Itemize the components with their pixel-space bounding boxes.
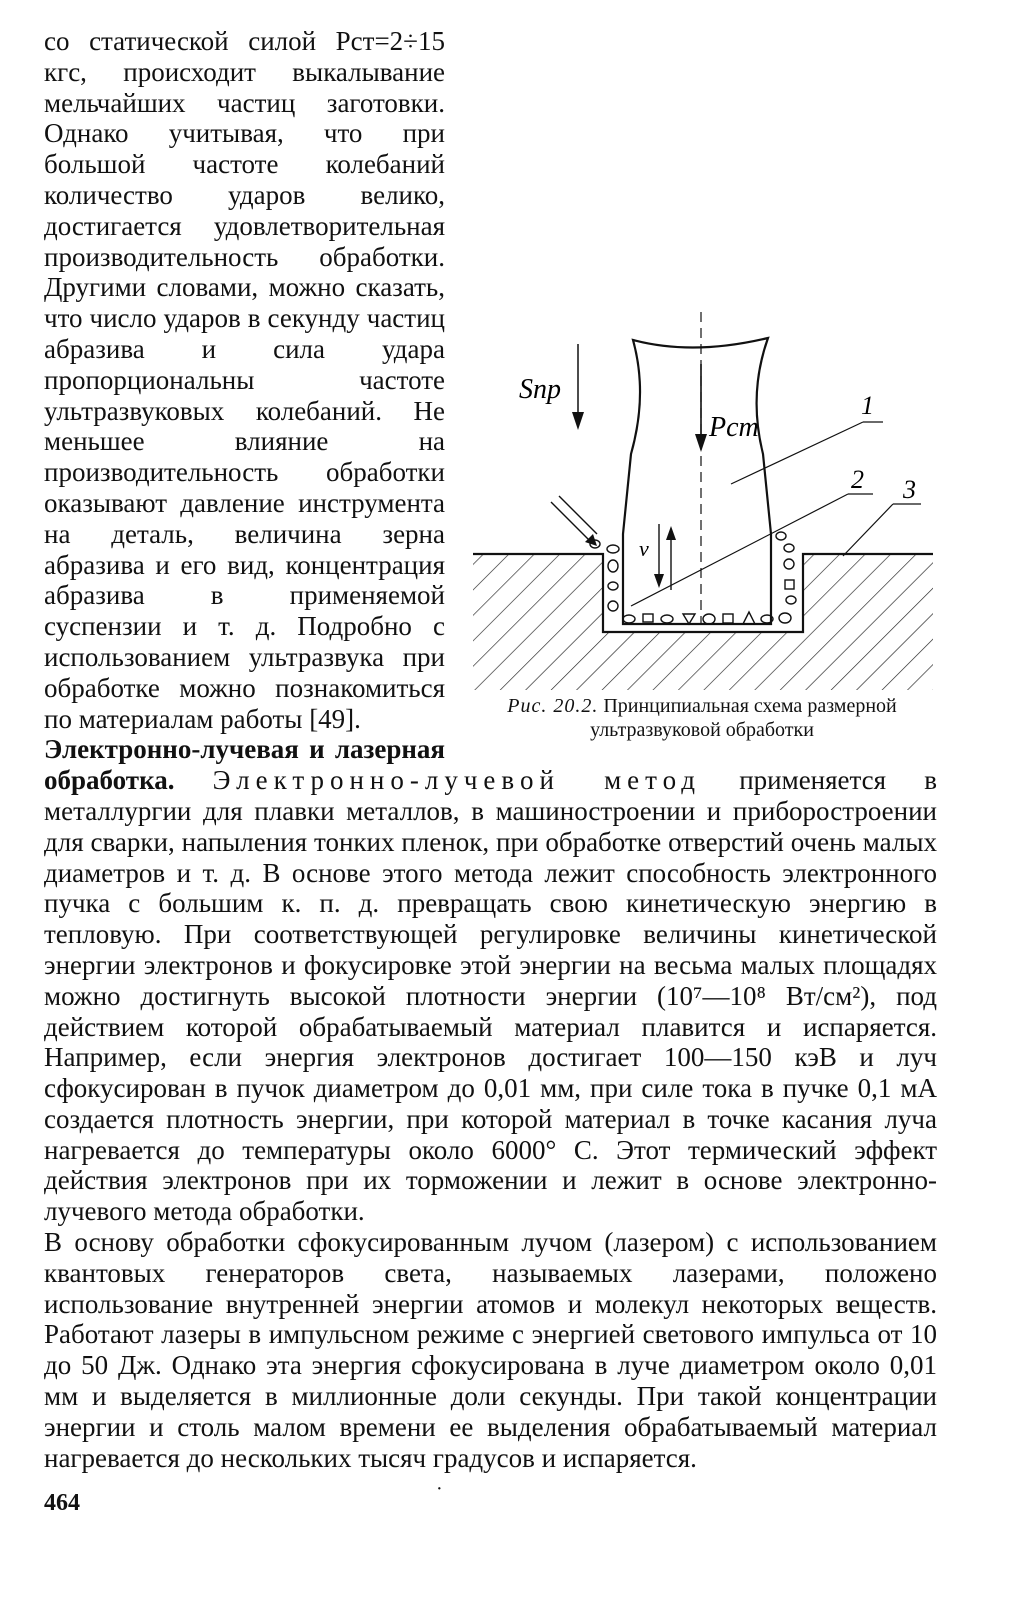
label-3: 3 [903,475,916,504]
label-2: 2 [851,465,864,494]
figure-number: Рис. 20.2. [507,695,599,717]
paragraph-ultrasound: со статической силой Pст=2÷15 кгс, происходит выкалывание мельчайших частиц заготовки. Однако учитывая, что при большой частоте колебаний количество ударов велико, достигается удовлетворительная производительность обработки. Другими словами, можно сказать, что число ударов в секунду частиц абразива и сила удара пропорциональны частоте ультразвуковых колебаний. Не меньшее влияние на производительность обработки оказывают давление инструмента на деталь, величина зерна абразива и его вид, концентрация абразива в применяемой суспензии и т. д. Подробно с использованием ультразвука при обработке можно познакомиться по материалам работы [49]. [44,26,445,734]
term-electron-beam: Электронно-лучевой метод [212,765,702,796]
paragraph-electron-beam [44,734,937,1227]
ultrasonic-machining-diagram [463,294,941,690]
figure-20-2 [463,294,941,742]
page-number: 464 [44,1490,80,1516]
tool-shape [623,338,771,624]
document-page [44,26,937,1473]
figure-caption-text: Принципиальная схема размерной ультразвуковой обработки [590,695,897,741]
label-1: 1 [861,391,874,420]
figure-caption [463,694,941,742]
paragraph-electron-beam-text: применяется в металлургии для плавки металлов, в машиностроении и приборостроении для сварки, напыления тонких пленок, при обработке отверстий очень малых диаметров и т. д. В основе этого метода лежит способность электронного пучка с большим к. п. д. превращать свою кинетическую энергию в тепловую. При соответствующей регулировке величины кинетической энергии электронов и фокусировке этой энергии на весьма малых площадях можно достигнуть высокой плотности энергии (10⁷—10⁸ Вт/см²), под действием которой обрабатываемый материал плавится и испаряется. Например, если энергия электронов достигает 100—150 кэВ и луч сфокусирован в пучок диаметром до 0,01 мм, при силе тока в пучке 0,1 мА создается плотность энергии, при которой материал в точке касания луча нагревается до температуры около 6000° С. Этот термический эффект действия электронов при их торможении и лежит в основе электронно-лучевого метода обработки. [44,765,937,1227]
paragraph-laser: В основу обработки сфокусированным лучом (лазером) с использованием квантовых генераторов света, называемых лазерами, положено использование внутренней энергии атомов и молекул некоторых веществ. Работают лазеры в импульсном режиме с энергией светового импульса от 10 до 50 Дж. Однако эта энергия сфокусирована в луче диаметром около 0,01 мм и выделяется в миллионные доли секунды. При такой концентрации энергии и столь малом времени ее выделения обрабатываемый материал нагревается до нескольких тысяч градусов и испаряется. [44,1227,937,1473]
label-p-st: Pст [709,412,759,443]
page-mark: · [436,1478,443,1500]
label-v: v [639,536,649,561]
label-s-pr: Sпр [519,374,561,405]
section-heading: Электронно-лучевая и лазерная обработка. [44,734,445,796]
